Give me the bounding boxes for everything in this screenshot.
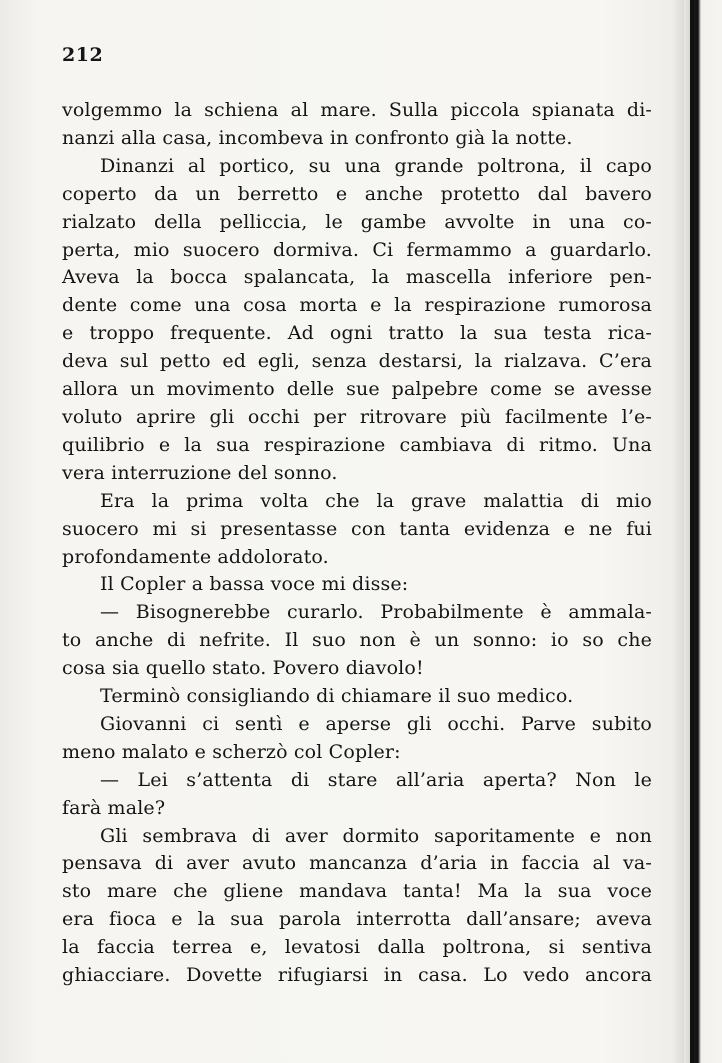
text-line: Gli sembrava di aver dormito saporitamente e non bbox=[100, 824, 652, 847]
text-line: perta, mio suocero dormiva. Ci fermammo a guardarlo. bbox=[62, 238, 652, 261]
text-line: Era la prima volta che la grave malattia di mio bbox=[100, 489, 652, 512]
text-line: la faccia terrea e, levatosi dalla poltrona, si sentiva bbox=[62, 936, 652, 959]
text-line: dente come una cosa morta e la respirazione rumorosa bbox=[62, 294, 652, 317]
text-line: coperto da un berretto e anche protetto dal bavero bbox=[62, 182, 652, 205]
text-line: — Lei s’attenta di stare all’aria aperta? Non le bbox=[100, 768, 652, 791]
text-line: volgemmo la schiena al mare. Sulla piccola spianata di- bbox=[62, 99, 652, 121]
text-line: allora un movimento delle sue palpebre come se avesse bbox=[62, 378, 652, 401]
body-text bbox=[62, 97, 652, 990]
text-line: Giovanni ci sentì e aperse gli occhi. Parve subito bbox=[100, 712, 652, 735]
text-line: meno malato e scherzò col Copler: bbox=[62, 740, 401, 763]
text-line: quilibrio e la sua respirazione cambiava di ritmo. Una bbox=[62, 433, 652, 456]
text-line: ghiacciare. Dovette rifugiarsi in casa. Lo vedo ancora bbox=[62, 964, 652, 987]
text-line: to anche di nefrite. Il suo non è un sonno: io so che bbox=[62, 629, 652, 652]
text-line: pensava di aver avuto mancanza d’aria in faccia al va- bbox=[62, 852, 652, 875]
page-number: 212 bbox=[62, 44, 104, 66]
text-line: deva sul petto ed egli, senza destarsi, la rialzava. C’era bbox=[62, 350, 652, 373]
text-line: vera interruzione del sonno. bbox=[62, 461, 338, 484]
text-line: nanzi alla casa, incombeva in confronto già la notte. bbox=[62, 126, 573, 149]
text-line: suocero mi si presentasse con tanta evidenza e ne fui bbox=[62, 517, 652, 540]
text-line: Terminò consigliando di chiamare il suo medico. bbox=[100, 685, 574, 708]
text-line: voluto aprire gli occhi per ritrovare più facilmente l’e- bbox=[62, 405, 652, 428]
text-line: cosa sia quello stato. Povero diavolo! bbox=[62, 657, 424, 680]
text-line: profondamente addolorato. bbox=[62, 545, 329, 568]
text-line: — Bisognerebbe curarlo. Probabilmente è ammala- bbox=[100, 601, 652, 624]
text-line: rialzato della pelliccia, le gambe avvolte in una co- bbox=[62, 210, 652, 233]
text-line: Dinanzi al portico, su una grande poltrona, il capo bbox=[100, 154, 652, 177]
binding-shadow-line bbox=[690, 0, 694, 1063]
text-line: Il Copler a bassa voce mi disse: bbox=[100, 573, 409, 596]
text-line: Aveva la bocca spalancata, la mascella inferiore pen- bbox=[62, 266, 652, 289]
text-line: sto mare che gliene mandava tanta! Ma la sua voce bbox=[62, 880, 652, 903]
text-line: era fioca e la sua parola interrotta dall’ansare; aveva bbox=[62, 908, 652, 931]
text-line: farà male? bbox=[62, 796, 166, 819]
text-line: e troppo frequente. Ad ogni tratto la sua testa rica- bbox=[62, 322, 652, 345]
